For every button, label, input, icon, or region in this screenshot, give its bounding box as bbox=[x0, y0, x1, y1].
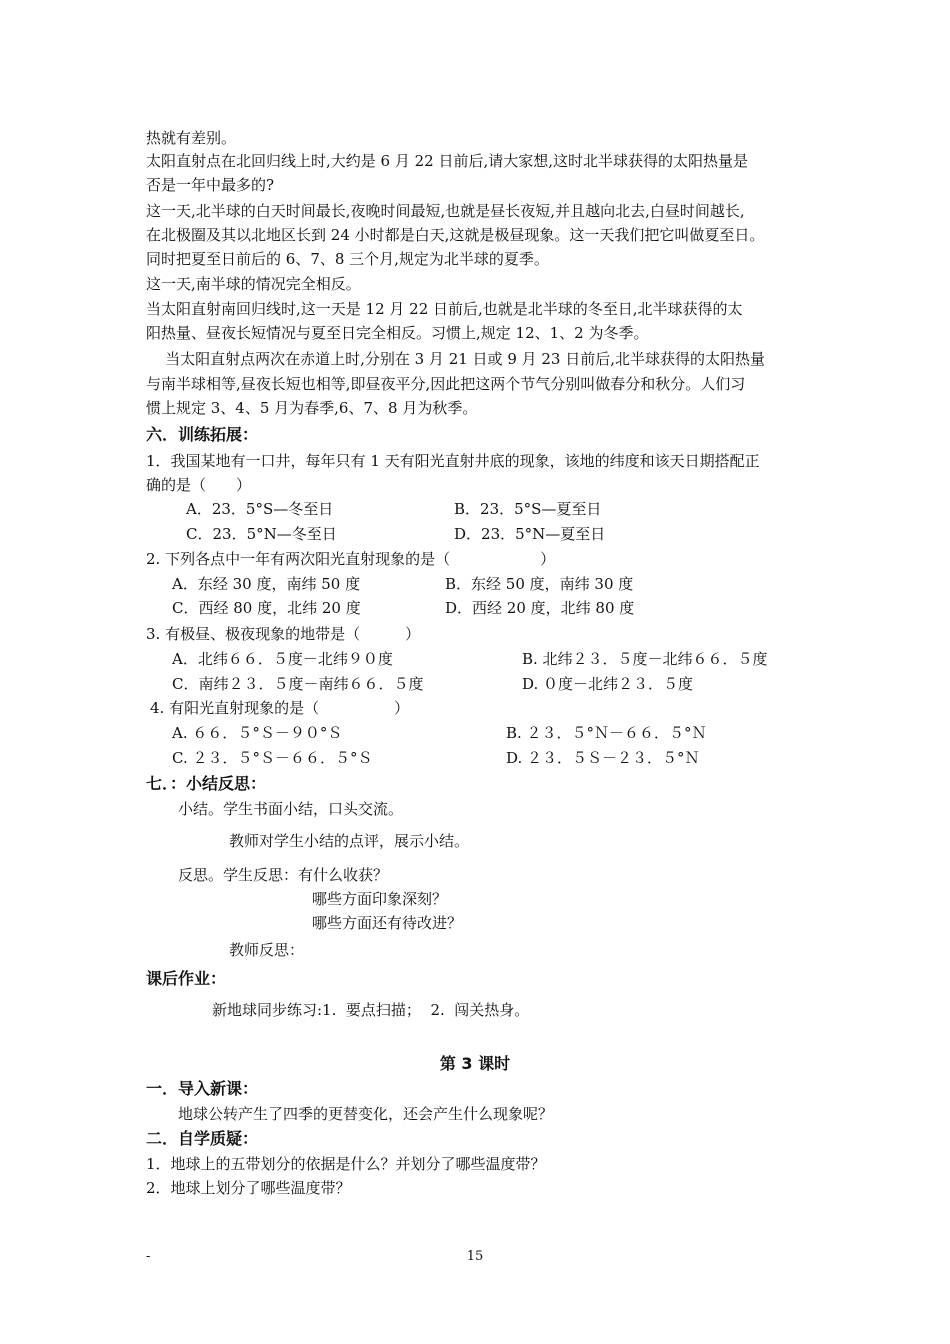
option-c: C．23．5°N—冬至日 bbox=[186, 525, 337, 543]
question-1: 1．我国某地有一口井，每年只有 1 天有阳光直射井底的现象，该地的纬度和该天日期搭配正 bbox=[146, 452, 760, 470]
section-heading: 一．导入新课： bbox=[146, 1079, 259, 1098]
footer-mark: - bbox=[146, 1249, 151, 1264]
paragraph-line: 惯上规定 3、4、5 月为春季,6、7、8 月为秋季。 bbox=[146, 399, 478, 417]
option-b: B．东经 50 度，南纬 30 度 bbox=[445, 575, 634, 593]
option-c: C．西经 80 度，北纬 20 度 bbox=[172, 599, 361, 617]
option-a: A．北纬６６．５度－北纬９０度 bbox=[172, 650, 393, 668]
reflection-line: 哪些方面印象深刻？ bbox=[312, 890, 448, 908]
option-a: A．23．5°S—冬至日 bbox=[186, 500, 334, 518]
paragraph-line: 当太阳直射点两次在赤道上时,分别在 3 月 21 日或 9 月 23 日前后,北半球获得的太阳热量 bbox=[146, 350, 766, 368]
question-line: 2．地球上划分了哪些温度带？ bbox=[146, 1179, 351, 1197]
reflection-line: 反思。学生反思：有什么收获？ bbox=[178, 866, 389, 884]
question-1-cont: 确的是（ ） bbox=[146, 476, 252, 494]
paragraph-line: 这一天,南半球的情况完全相反。 bbox=[146, 275, 361, 293]
paragraph-line: 太阳直射点在北回归线上时,大约是 6 月 22 日前后,请大家想,这时北半球获得的太阳热量是 bbox=[146, 152, 749, 170]
paragraph-line: 与南半球相等,昼夜长短也相等,即昼夜平分,因此把这两个节气分别叫做春分和秋分。人们习 bbox=[146, 375, 746, 393]
question-3: 3. 有极昼、极夜现象的地带是（ ） bbox=[146, 625, 421, 643]
paragraph-line: 地球公转产生了四季的更替变化，还会产生什么现象呢？ bbox=[178, 1105, 554, 1123]
option-b: B．23．5°S—夏至日 bbox=[454, 500, 602, 518]
lesson-title: 第 3 课时 bbox=[439, 1054, 511, 1073]
question-2: 2. 下列各点中一年有两次阳光直射现象的是（ ） bbox=[146, 550, 556, 568]
homework-heading: 课后作业： bbox=[146, 969, 227, 988]
paragraph-line: 否是一年中最多的? bbox=[146, 176, 275, 194]
paragraph-line: 阳热量、昼夜长短情况与夏至日完全相反。习惯上,规定 12、1、2 为冬季。 bbox=[146, 324, 649, 342]
paragraph-line: 这一天,北半球的白天时间最长,夜晚时间最短,也就是昼长夜短,并且越向北去,白昼时间越长, bbox=[146, 202, 745, 220]
option-a: A．东经 30 度，南纬 50 度 bbox=[172, 575, 361, 593]
option-a: A. ６６．５°Ｓ－９０°Ｓ bbox=[172, 724, 343, 742]
option-d: D. ０度－北纬２３．５度 bbox=[522, 675, 694, 693]
paragraph-line: 同时把夏至日前后的 6、7、8 三个月,规定为北半球的夏季。 bbox=[146, 250, 549, 268]
option-c: C．南纬２３．５度－南纬６６．５度 bbox=[172, 675, 424, 693]
option-b: B. ２３．５°Ｎ－６６．５°Ｎ bbox=[506, 724, 707, 742]
option-d: D．西经 20 度，北纬 80 度 bbox=[445, 599, 635, 617]
question-4: 4. 有阳光直射现象的是（ ） bbox=[150, 699, 410, 717]
section-heading: 六．训练拓展： bbox=[146, 425, 259, 444]
summary-line: 小结。学生书面小结，口头交流。 bbox=[178, 800, 404, 818]
homework-text: 新地球同步练习:1. 要点扫描； 2. 闯关热身。 bbox=[212, 1001, 530, 1019]
paragraph-line: 在北极圈及其以北地区长到 24 小时都是白天,这就是极昼现象。这一天我们把它叫做夏至日。 bbox=[146, 226, 765, 244]
option-d: D．23．5°N—夏至日 bbox=[454, 525, 606, 543]
paragraph-line: 热就有差别。 bbox=[146, 129, 237, 147]
question-line: 1．地球上的五带划分的依据是什么？并划分了哪些温度带？ bbox=[146, 1155, 546, 1173]
reflection-line: 哪些方面还有待改进？ bbox=[312, 914, 463, 932]
option-d: D. ２３．５Ｓ－２３．５°Ｎ bbox=[506, 749, 700, 767]
page-number: 15 bbox=[466, 1249, 484, 1264]
summary-line: 教师对学生小结的点评，展示小结。 bbox=[229, 832, 470, 850]
option-c: C. ２３．５°Ｓ－６６．５°Ｓ bbox=[172, 749, 373, 767]
option-b: B. 北纬２３．５度－北纬６６．５度 bbox=[522, 650, 768, 668]
paragraph-line: 当太阳直射南回归线时,这一天是 12 月 22 日前后,也就是北半球的冬至日,北半球获得的太 bbox=[146, 300, 743, 318]
section-heading: 七．：小结反思： bbox=[146, 774, 267, 793]
section-heading: 二．自学质疑： bbox=[146, 1129, 259, 1148]
reflection-line: 教师反思： bbox=[229, 941, 305, 959]
